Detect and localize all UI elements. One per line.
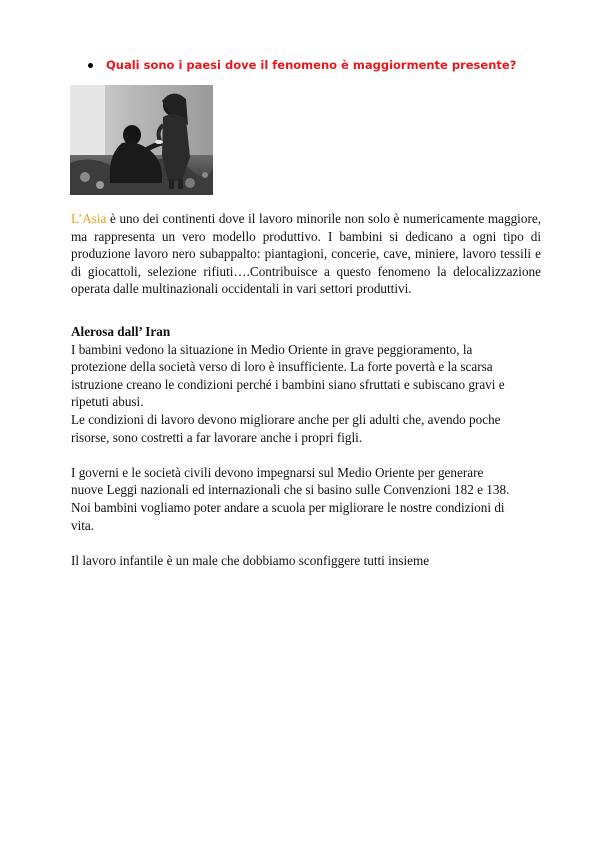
question-bullet [88,58,516,72]
letter-line: risorse, sono costretti a far lavorare anche i propri figli. [71,429,363,445]
letter-line: protezione della società verso di loro è insufficiente. La forte povertà e la scarsa [71,359,493,375]
letter-line: ripetuti abusi. [71,394,144,410]
letter-heading: Alerosa dall’ Iran [71,324,171,339]
bullet-dot [88,63,93,68]
children-photo [70,85,213,195]
letter-line: Noi bambini vogliamo poter andare a scuola per migliorare le nostre condizioni di [71,499,505,515]
intro-paragraph [71,210,541,298]
letter-line: vita. [71,517,95,533]
asia-highlight: L’Asia [71,211,107,226]
letter-line: Le condizioni di lavoro devono migliorare anche per gli adulti che, avendo poche [71,411,501,427]
letter-line: I bambini vedono la situazione in Medio Oriente in grave peggioramento, la [71,341,473,357]
letter-line: istruzione creano le condizioni perché i bambini siano sfruttati e subiscano gravi e [71,376,505,392]
letter-section [71,323,551,569]
question-heading: Quali sono i paesi dove il fenomeno è maggiormente presente? [106,58,517,72]
closing-line: Il lavoro infantile è un male che dobbiamo sconfiggere tutti insieme [71,552,430,568]
intro-text: è uno dei continenti dove il lavoro minorile non solo è numericamente maggiore, ma rappresenta un vero modello produttivo. I bambini si dedicano a ogni tipo di produzione lavoro nero subappalto: piantagioni, concerie, cave, miniere, lavoro tessili e di giocattoli, selezione rifiuti….Contribuisce a questo fenomeno la delocalizzazione operata dalle multinazionali occidentali in vari settori produttivi. [71,211,541,297]
letter-line: I governi e le società civili devono impegnarsi sul Medio Oriente per generare [71,464,484,480]
letter-line: nuove Leggi nazionali ed internazionali che si basino sulle Convenzioni 182 e 138. [71,482,510,498]
